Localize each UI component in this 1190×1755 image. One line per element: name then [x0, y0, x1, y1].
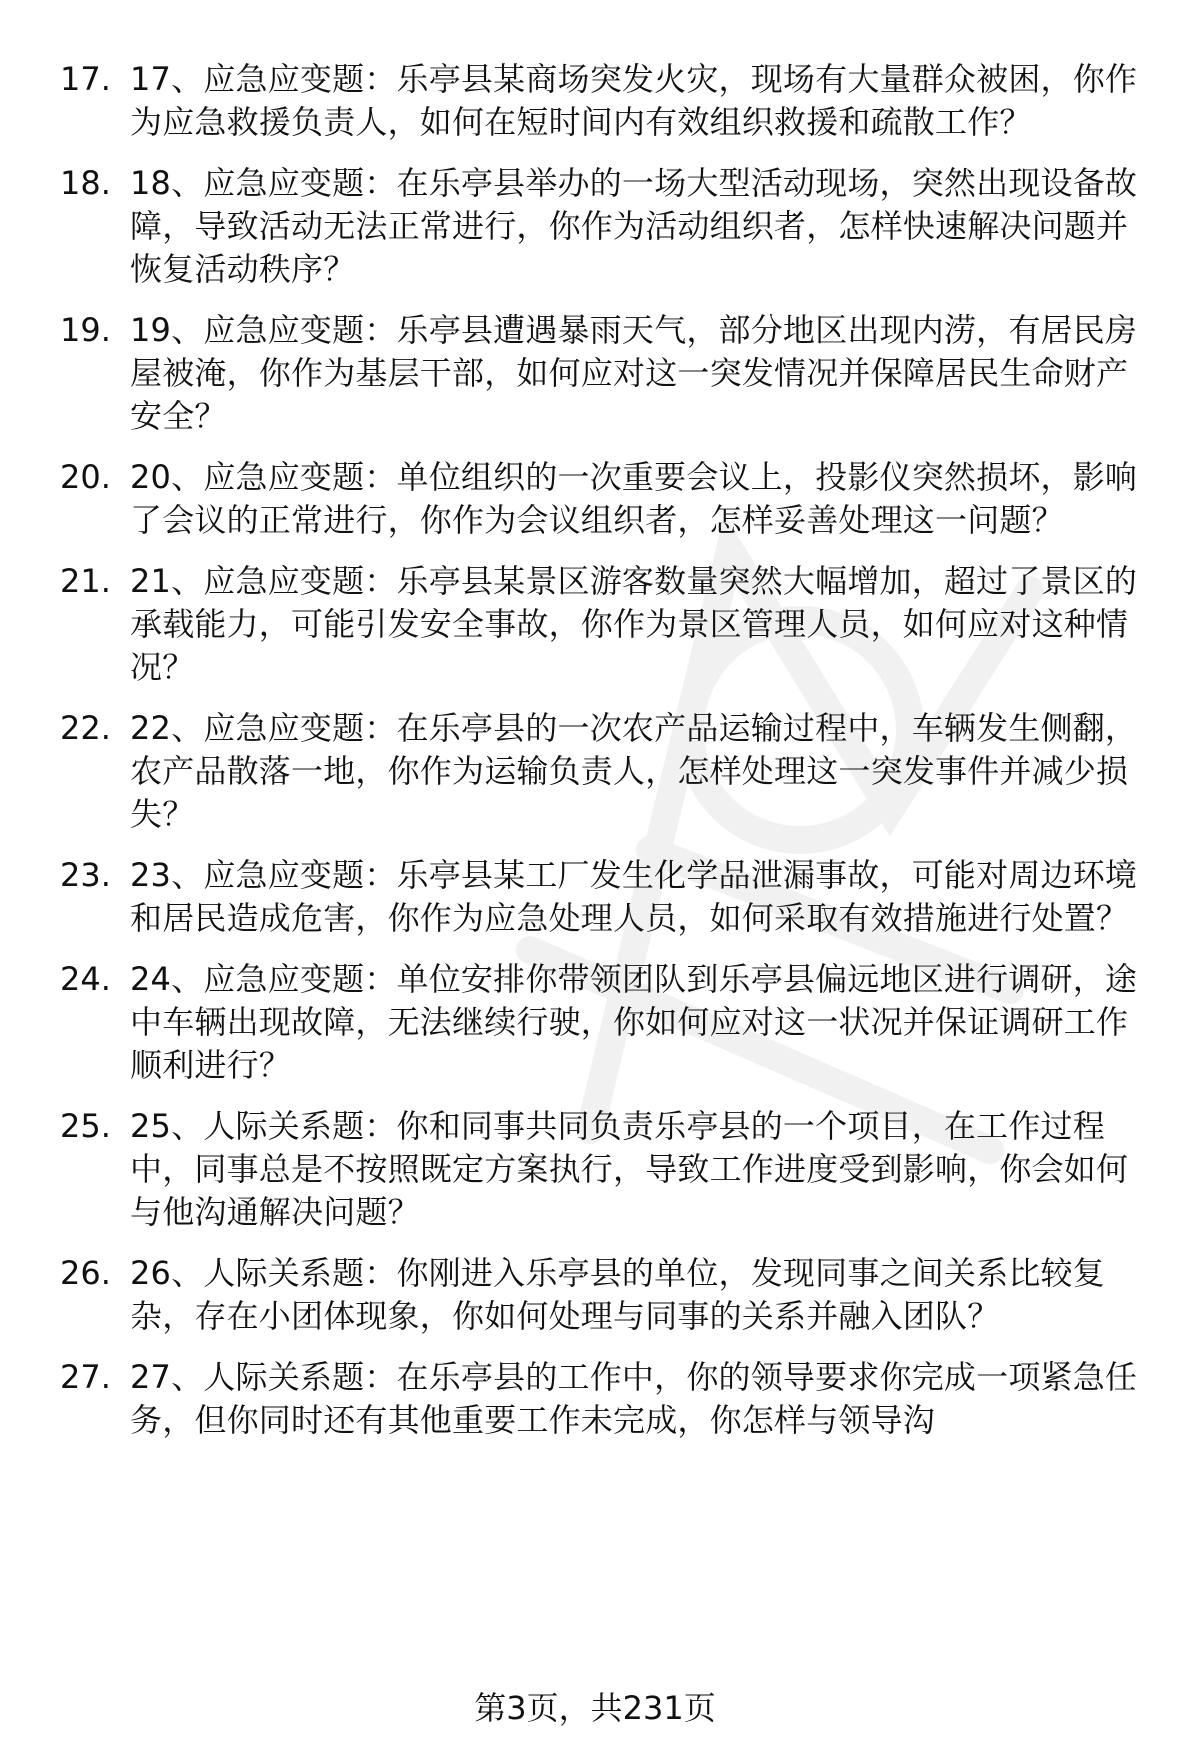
question-number: 27. [60, 1358, 111, 1396]
question-number: 26. [60, 1254, 111, 1292]
question-number: 19. [60, 311, 111, 349]
question-number: 24. [60, 960, 111, 998]
question-number: 22. [60, 709, 111, 747]
question-number: 20. [60, 458, 111, 496]
question-text: 18、应急应变题：在乐亭县举办的一场大型活动现场，突然出现设备故障，导致活动无法正常进行，你作为活动组织者，怎样快速解决问题并恢复活动秩序？ [130, 164, 1138, 288]
question-text: 22、应急应变题：在乐亭县的一次农产品运输过程中，车辆发生侧翻，农产品散落一地，你作为运输负责人，怎样处理这一突发事件并减少损失？ [130, 709, 1138, 833]
question-number: 23. [60, 856, 111, 894]
page-footer: 第3页，共231页 [474, 1689, 716, 1727]
question-text: 23、应急应变题：乐亭县某工厂发生化学品泄漏事故，可能对周边环境和居民造成危害，你作为应急处理人员，如何采取有效措施进行处置？ [130, 856, 1138, 937]
question-text: 19、应急应变题：乐亭县遭遇暴雨天气，部分地区出现内涝，有居民房屋被淹，你作为基层干部，如何应对这一突发情况并保障居民生命财产安全？ [130, 311, 1138, 435]
question-text: 27、人际关系题：在乐亭县的工作中，你的领导要求你完成一项紧急任务，但你同时还有其他重要工作未完成，你怎样与领导沟 [130, 1358, 1138, 1439]
question-item-22 [60, 707, 1160, 836]
question-item-23 [60, 854, 1160, 940]
question-item-21 [60, 560, 1160, 689]
question-item-17 [60, 58, 1160, 144]
question-number: 25. [60, 1107, 111, 1145]
question-text: 26、人际关系题：你刚进入乐亭县的单位，发现同事之间关系比较复杂，存在小团体现象，你如何处理与同事的关系并融入团队？ [130, 1254, 1105, 1335]
question-text: 24、应急应变题：单位安排你带领团队到乐亭县偏远地区进行调研，途中车辆出现故障，无法继续行驶，你如何应对这一状况并保证调研工作顺利进行？ [130, 960, 1138, 1084]
question-item-27 [60, 1356, 1160, 1442]
question-text: 21、应急应变题：乐亭县某景区游客数量突然大幅增加，超过了景区的承载能力，可能引发安全事故，你作为景区管理人员，如何应对这种情况？ [130, 562, 1138, 686]
question-number: 21. [60, 562, 111, 600]
question-text: 17、应急应变题：乐亭县某商场突发火灾，现场有大量群众被困，你作为应急救援负责人，如何在短时间内有效组织救援和疏散工作？ [130, 60, 1138, 141]
question-item-19 [60, 309, 1160, 438]
question-text: 20、应急应变题：单位组织的一次重要会议上，投影仪突然损坏，影响了会议的正常进行，你作为会议组织者，怎样妥善处理这一问题？ [130, 458, 1138, 539]
question-item-25 [60, 1105, 1160, 1234]
question-item-26 [60, 1252, 1160, 1338]
question-number: 18. [60, 164, 111, 202]
question-list [60, 58, 1160, 1460]
question-item-18 [60, 162, 1160, 291]
question-item-24 [60, 958, 1160, 1087]
question-text: 25、人际关系题：你和同事共同负责乐亭县的一个项目，在工作过程中，同事总是不按照既定方案执行，导致工作进度受到影响，你会如何与他沟通解决问题？ [130, 1107, 1129, 1231]
question-number: 17. [60, 60, 111, 98]
question-item-20 [60, 456, 1160, 542]
